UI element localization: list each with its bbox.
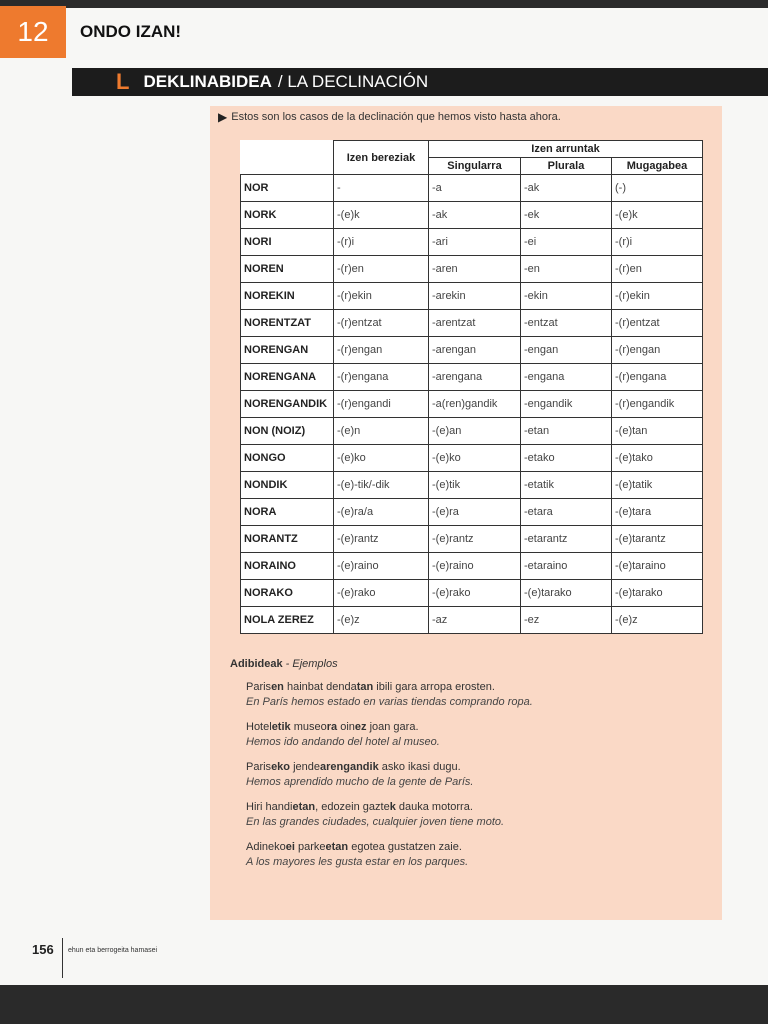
suffix-cell: -(r)entzat	[612, 310, 703, 337]
suffix-cell: -(e)an	[429, 418, 521, 445]
suffix-cell: -(r)engandik	[612, 391, 703, 418]
footer-divider	[62, 938, 63, 978]
suffix-cell: -(r)engana	[612, 364, 703, 391]
suffix-cell: -arengan	[429, 337, 521, 364]
suffix-cell: -etarantz	[521, 526, 612, 553]
example-text: asko ikasi dugu.	[378, 761, 461, 773]
table-row	[241, 580, 703, 607]
table-corner-2	[241, 158, 334, 175]
case-name-cell: NORAINO	[241, 553, 334, 580]
table-row	[241, 553, 703, 580]
table-row	[241, 499, 703, 526]
suffix-cell: -(e)n	[334, 418, 429, 445]
suffix-cell: -(e)tan	[612, 418, 703, 445]
case-name-cell: NOLA ZEREZ	[241, 607, 334, 634]
header-plural: Plurala	[521, 158, 612, 175]
table-row	[241, 445, 703, 472]
example-text: egotea gustatzen zaie.	[348, 841, 462, 853]
table-row	[241, 526, 703, 553]
suffix-cell: (-)	[612, 175, 703, 202]
suffix-cell: -etatik	[521, 472, 612, 499]
suffix-cell: -a(ren)gandik	[429, 391, 521, 418]
example-text: dauka motorra.	[395, 801, 473, 813]
suffix-cell: -arengana	[429, 364, 521, 391]
suffix-highlight: etan	[292, 801, 316, 813]
suffix-cell: -(r)ekin	[612, 283, 703, 310]
example-basque	[246, 840, 710, 855]
header-singular: Singularra	[429, 158, 521, 175]
suffix-cell: -etaraino	[521, 553, 612, 580]
suffix-cell: -(e)ko	[429, 445, 521, 472]
arrow-right-icon: ▶	[218, 110, 228, 124]
suffix-highlight: etan	[325, 841, 349, 853]
suffix-highlight: ez	[354, 721, 367, 733]
section-title: DEKLINABIDEA	[143, 72, 272, 91]
suffix-cell: -ari	[429, 229, 521, 256]
case-name-cell: NOREKIN	[241, 283, 334, 310]
suffix-cell: -engandik	[521, 391, 612, 418]
suffix-cell: -(e)k	[334, 202, 429, 229]
suffix-cell: -(e)rako	[334, 580, 429, 607]
header-indefinite: Mugagabea	[612, 158, 703, 175]
case-name-cell: NON (NOIZ)	[241, 418, 334, 445]
suffix-cell: -(r)engandi	[334, 391, 429, 418]
example-text: Hotel	[246, 721, 272, 733]
suffix-highlight: arengandik	[320, 761, 379, 773]
suffix-cell: -arentzat	[429, 310, 521, 337]
example-spanish: A los mayores les gusta estar en los parques.	[246, 856, 469, 868]
example-item	[246, 800, 710, 830]
examples-block	[230, 658, 710, 880]
page-number: 156	[32, 942, 54, 957]
suffix-cell: -ei	[521, 229, 612, 256]
suffix-cell: -az	[429, 607, 521, 634]
suffix-cell: -(e)z	[612, 607, 703, 634]
suffix-cell: -(e)rantz	[334, 526, 429, 553]
table-row	[241, 364, 703, 391]
suffix-cell: -(e)k	[612, 202, 703, 229]
intro-text: Estos son los casos de la declinación que hemos visto hasta ahora.	[231, 111, 561, 123]
table-corner	[241, 141, 334, 158]
example-spanish: En las grandes ciudades, cualquier joven tiene moto.	[246, 816, 505, 828]
example-text: Adineko	[246, 841, 286, 853]
case-name-cell: NOR	[241, 175, 334, 202]
example-basque	[246, 680, 710, 695]
example-item	[246, 760, 710, 790]
suffix-cell: -ez	[521, 607, 612, 634]
example-text: hainbat denda	[283, 681, 357, 693]
suffix-cell: -(e)raino	[334, 553, 429, 580]
suffix-highlight: etik	[271, 721, 291, 733]
table-row	[241, 337, 703, 364]
example-text: jende	[290, 761, 321, 773]
case-name-cell: NONDIK	[241, 472, 334, 499]
suffix-cell: -(e)ko	[334, 445, 429, 472]
example-text: oin	[337, 721, 355, 733]
example-spanish: En París hemos estado en varias tiendas comprando ropa.	[246, 696, 533, 708]
suffix-cell: -en	[521, 256, 612, 283]
example-text: joan gara.	[366, 721, 419, 733]
table-body	[241, 175, 703, 634]
section-header-bar	[72, 68, 768, 96]
suffix-cell: -etako	[521, 445, 612, 472]
example-text: museo	[290, 721, 327, 733]
example-text: ibili gara arropa erosten.	[373, 681, 495, 693]
case-name-cell: NORK	[241, 202, 334, 229]
table-row	[241, 607, 703, 634]
suffix-cell: -(e)ra	[429, 499, 521, 526]
suffix-cell: -ekin	[521, 283, 612, 310]
suffix-highlight: ei	[285, 841, 295, 853]
suffix-highlight: tan	[356, 681, 374, 693]
examples-heading-eu: Adibideak	[230, 658, 283, 670]
example-item	[246, 840, 710, 870]
example-basque	[246, 720, 710, 735]
example-basque	[246, 800, 710, 815]
suffix-cell: -(e)tarako	[612, 580, 703, 607]
section-subtitle: / LA DECLINACIÓN	[277, 72, 429, 91]
case-name-cell: NORENGAN	[241, 337, 334, 364]
table-row	[241, 283, 703, 310]
suffix-cell: -arekin	[429, 283, 521, 310]
page-number-words: ehun eta berrogeita hamasei	[68, 947, 158, 954]
suffix-cell: -(r)en	[334, 256, 429, 283]
example-item	[246, 720, 710, 750]
declension-table	[240, 140, 703, 634]
unit-number-badge	[0, 6, 66, 58]
suffix-cell: -engan	[521, 337, 612, 364]
case-name-cell: NONGO	[241, 445, 334, 472]
suffix-cell: -(r)engan	[612, 337, 703, 364]
case-name-cell: NORANTZ	[241, 526, 334, 553]
suffix-cell: -(e)z	[334, 607, 429, 634]
table-row	[241, 175, 703, 202]
suffix-cell: -(e)tik	[429, 472, 521, 499]
suffix-cell: -(r)i	[612, 229, 703, 256]
suffix-cell: -ak	[521, 175, 612, 202]
suffix-cell: -(r)engan	[334, 337, 429, 364]
case-name-cell: NORENGANDIK	[241, 391, 334, 418]
example-text: Paris	[246, 761, 272, 773]
table-row	[241, 310, 703, 337]
suffix-cell: -(e)taraino	[612, 553, 703, 580]
suffix-cell: -(e)raino	[429, 553, 521, 580]
examples-list	[230, 680, 710, 870]
example-item	[246, 680, 710, 710]
section-letter: L	[116, 69, 130, 94]
table-row	[241, 418, 703, 445]
case-name-cell: NORENTZAT	[241, 310, 334, 337]
suffix-cell: -ak	[429, 202, 521, 229]
examples-heading-es: - Ejemplos	[285, 658, 338, 670]
suffix-cell: -etara	[521, 499, 612, 526]
example-text: Hiri handi	[246, 801, 293, 813]
top-rule	[0, 0, 768, 8]
suffix-cell: -entzat	[521, 310, 612, 337]
suffix-cell: -(r)engana	[334, 364, 429, 391]
case-name-cell: NORA	[241, 499, 334, 526]
suffix-cell: -(r)ekin	[334, 283, 429, 310]
suffix-cell: -(e)-tik/-dik	[334, 472, 429, 499]
suffix-cell: -(r)i	[334, 229, 429, 256]
table-row	[241, 391, 703, 418]
suffix-cell: -	[334, 175, 429, 202]
example-spanish: Hemos aprendido mucho de la gente de París.	[246, 776, 474, 788]
example-text: parke	[294, 841, 326, 853]
suffix-highlight: eko	[271, 761, 291, 773]
table-row	[241, 229, 703, 256]
table-row	[241, 256, 703, 283]
suffix-cell: -(e)rako	[429, 580, 521, 607]
suffix-cell: -a	[429, 175, 521, 202]
case-name-cell: NORENGANA	[241, 364, 334, 391]
suffix-highlight: ra	[326, 721, 338, 733]
bottom-bar	[0, 985, 768, 1024]
suffix-cell: -(e)tako	[612, 445, 703, 472]
suffix-cell: -(e)tarantz	[612, 526, 703, 553]
suffix-highlight: en	[271, 681, 284, 693]
suffix-cell: -engana	[521, 364, 612, 391]
intro-line	[218, 110, 561, 124]
suffix-cell: -ek	[521, 202, 612, 229]
case-name-cell: NORI	[241, 229, 334, 256]
table-row	[241, 202, 703, 229]
header-common-nouns: Izen arruntak	[429, 141, 703, 158]
examples-heading	[230, 658, 710, 670]
example-spanish: Hemos ido andando del hotel al museo.	[246, 736, 440, 748]
suffix-cell: -(r)en	[612, 256, 703, 283]
table-row	[241, 472, 703, 499]
suffix-cell: -(r)entzat	[334, 310, 429, 337]
case-name-cell: NOREN	[241, 256, 334, 283]
suffix-cell: -(e)ra/a	[334, 499, 429, 526]
suffix-cell: -(e)tatik	[612, 472, 703, 499]
example-text: Paris	[246, 681, 272, 693]
unit-number: 12	[17, 16, 49, 47]
suffix-cell: -(e)tarako	[521, 580, 612, 607]
case-name-cell: NORAKO	[241, 580, 334, 607]
example-basque	[246, 760, 710, 775]
example-text: , edozein gazte	[315, 801, 390, 813]
suffix-cell: -(e)tara	[612, 499, 703, 526]
suffix-cell: -aren	[429, 256, 521, 283]
unit-title: ONDO IZAN!	[80, 22, 182, 41]
suffix-highlight: k	[389, 801, 396, 813]
header-proper-nouns: Izen bereziak	[334, 141, 429, 175]
suffix-cell: -(e)rantz	[429, 526, 521, 553]
suffix-cell: -etan	[521, 418, 612, 445]
